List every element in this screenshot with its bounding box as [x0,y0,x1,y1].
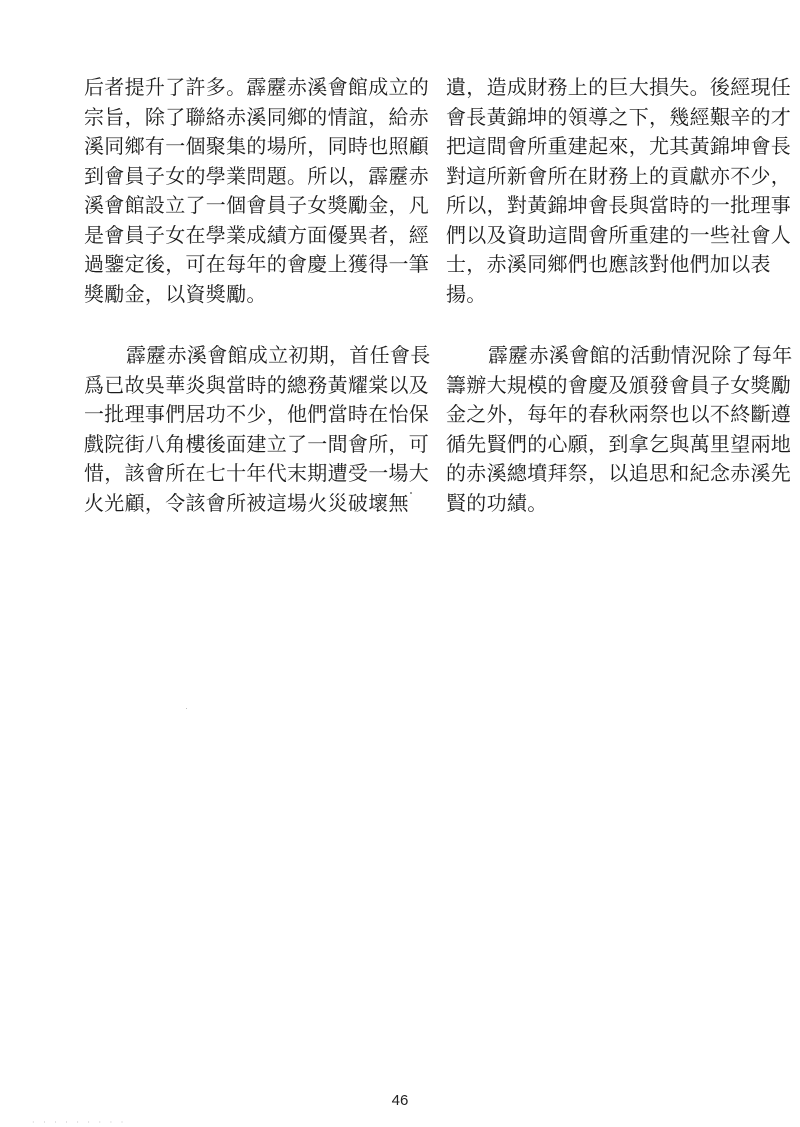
text-line: 籌辦大規模的會慶及頒發會員子女獎勵 [446,372,792,397]
left-paragraph-2 [84,341,431,518]
text-line: 溪同鄉有一個聚集的場所，同時也照顧 [84,134,430,158]
text-line: 的赤溪總墳拜祭，以追思和紀念赤溪先 [446,461,792,485]
text-line: 后者提升了許多。霹靂赤溪會館成立的 [84,75,430,99]
scan-speck [186,708,187,709]
text-line: 惜，該會所在七十年代末期遭受一場大 [84,461,430,485]
text-line: 霹靂赤溪會館成立初期，首任會長 [126,343,431,367]
right-paragraph-1 [446,73,792,309]
text-line: 火光顧，令該會所被這場火災破壞無 [84,490,409,515]
text-line: 宗旨，除了聯絡赤溪同鄉的情誼，給赤 [84,104,430,129]
text-line: 會長黃錦坤的領導之下，幾經艱辛的才 [446,104,792,129]
text-line: 把這間會所重建起來，尤其黃錦坤會長 [446,134,792,158]
page-number: 46 [391,1092,409,1109]
text-line: 所以，對黃錦坤會長與當時的一批理事 [446,193,792,217]
text-line: 溪會館設立了一個會員子女獎勵金，凡 [84,193,430,217]
text-line: 遺，造成財務上的巨大損失。後經現任 [446,75,792,99]
text-line: 對這所新會所在財務上的貢獻亦不少， [446,163,792,188]
scan-speck [410,492,412,494]
text-line: 到會員子女的學業問題。所以，霹靂赤 [84,163,430,188]
text-line: 獎勵金，以資獎勵。 [84,281,267,306]
text-line: 一批理事們居功不少，他們當時在怡保 [84,402,430,426]
text-line: 戲院街八角樓後面建立了一間會所，可 [84,431,430,456]
text-line: 士，赤溪同鄉們也應該對他們加以表 [446,252,771,276]
text-line: 金之外，每年的春秋兩祭也以不終斷遵 [446,402,792,426]
left-paragraph-1 [84,73,430,309]
text-line: 爲已故吳華炎與當時的總務黃耀棠以及 [84,372,430,397]
right-paragraph-2 [446,341,793,518]
text-line: 揚。 [446,281,487,306]
text-line: 過鑒定後，可在每年的會慶上獲得一筆 [84,252,430,276]
right-column [446,73,793,550]
text-line: 們以及資助這間會所重建的一些社會人 [446,222,792,247]
scan-noise: · · · · · · · · · [32,1118,127,1127]
left-column [84,73,431,550]
text-line: 賢的功績。 [446,490,548,515]
text-line: 霹靂赤溪會館的活動情況除了每年 [488,343,793,367]
text-line: 循先賢們的心願，到拿乞與萬里望兩地 [446,431,792,456]
text-line: 是會員子女在學業成績方面優異者，經 [84,222,430,247]
